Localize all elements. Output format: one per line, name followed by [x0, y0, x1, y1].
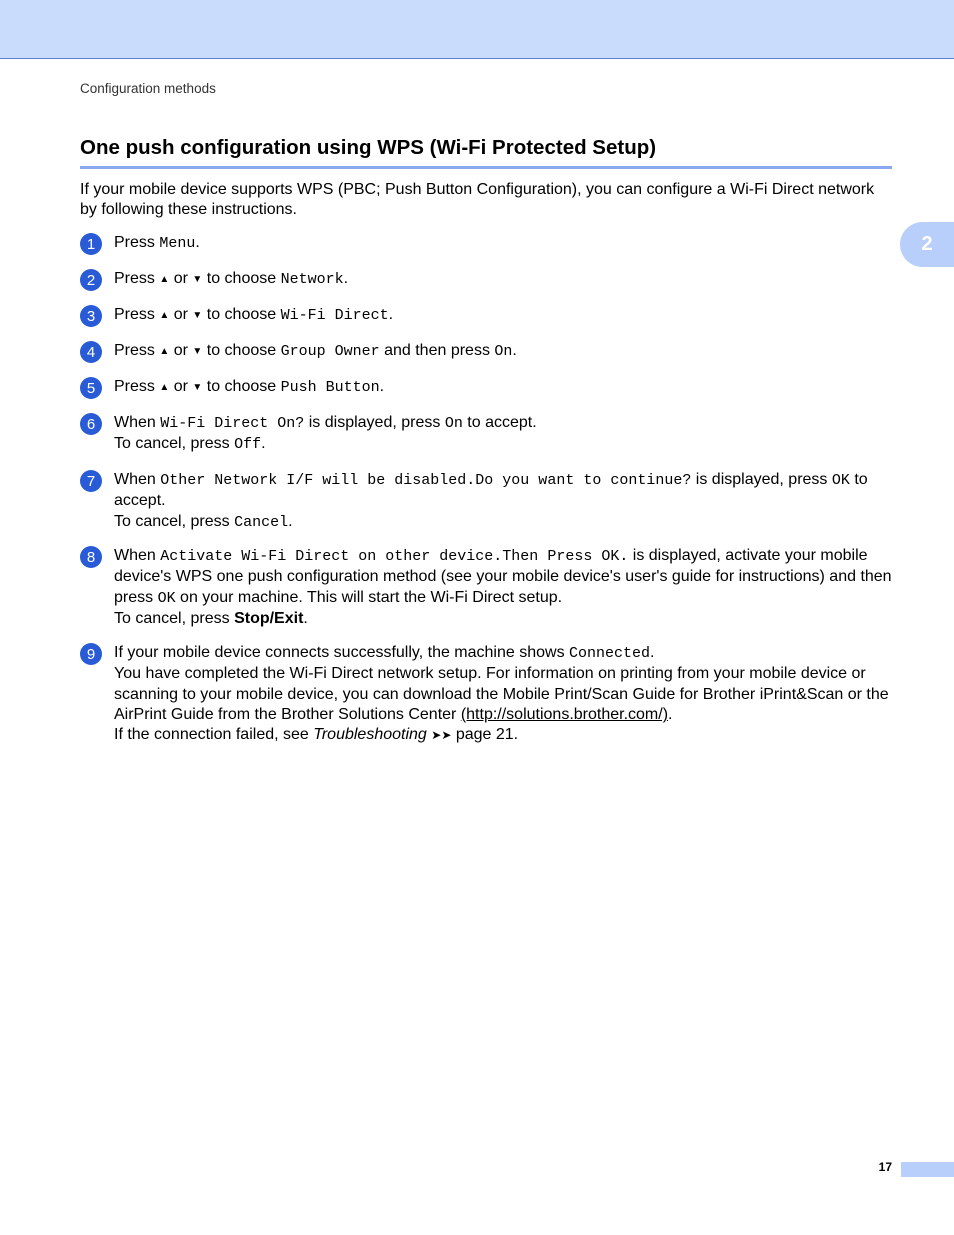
step-text: To cancel, press — [114, 609, 230, 627]
step-text: or — [173, 378, 188, 395]
step-text: When — [114, 547, 156, 564]
cancel-line — [114, 609, 892, 629]
step-text: If your mobile device connects successfully, the machine shows — [114, 644, 565, 661]
step-text: is displayed, press — [308, 414, 441, 431]
step-text: is displayed, activate your mobile device's WPS one push configuration method (see your mobile device's user's guide for instructions) and then press — [114, 547, 892, 606]
step-line — [114, 413, 892, 434]
step-text: or — [173, 342, 188, 359]
step-7 — [80, 470, 892, 533]
breadcrumb: Configuration methods — [80, 81, 216, 96]
punctuation: . — [288, 512, 293, 530]
chapter-tab: 2 — [900, 222, 954, 267]
up-arrow-icon: ▲ — [159, 274, 170, 285]
step-1 — [80, 233, 892, 254]
step-text: to accept. — [114, 471, 868, 510]
step-line — [114, 546, 892, 609]
down-arrow-icon: ▼ — [192, 310, 203, 321]
intro-paragraph: If your mobile device supports WPS (PBC; Push Button Configuration), you can configure a Wi-Fi Direct network by following these instructions. — [80, 181, 875, 219]
menu-item: Group Owner — [280, 343, 380, 360]
punctuation: . — [388, 306, 394, 323]
step-number-badge: 8 — [80, 546, 102, 568]
step-text: When — [114, 471, 156, 488]
step-3 — [80, 305, 892, 326]
step-text: Press — [114, 306, 155, 323]
step-text: press — [788, 471, 828, 488]
step-line — [114, 664, 892, 725]
page-number: 17 — [878, 1160, 892, 1174]
step-text: to accept. — [467, 414, 537, 431]
cross-reference[interactable]: Troubleshooting — [313, 726, 427, 744]
double-arrow-icon: ➤➤ — [431, 728, 452, 743]
punctuation: . — [261, 435, 266, 453]
up-arrow-icon: ▲ — [159, 346, 170, 357]
key-name: Cancel — [234, 513, 289, 531]
step-text: If the connection failed, see — [114, 726, 309, 744]
punctuation: . — [303, 609, 308, 627]
up-arrow-icon: ▲ — [159, 382, 170, 393]
punctuation: . — [343, 270, 349, 287]
lcd-message: Activate Wi-Fi Direct on other device.Then Press OK. — [160, 548, 629, 565]
cancel-line — [114, 434, 892, 455]
down-arrow-icon: ▼ — [192, 274, 203, 285]
title-rule — [80, 166, 892, 169]
step-line — [114, 470, 892, 512]
step-number-badge: 2 — [80, 269, 102, 291]
step-2 — [80, 269, 892, 290]
step-text: To cancel, press — [114, 512, 230, 530]
step-text: Press — [114, 270, 155, 287]
solutions-center-link[interactable]: (http://solutions.brother.com/) — [460, 705, 669, 723]
header-band — [0, 0, 954, 59]
step-9 — [80, 643, 892, 745]
cancel-line — [114, 512, 892, 533]
punctuation: . — [668, 705, 673, 723]
step-text: Press — [114, 342, 155, 359]
step-text: to choose — [206, 306, 277, 323]
lcd-message: Other Network I/F will be disabled.Do you want to continue? — [160, 472, 692, 489]
section-title: One push configuration using WPS (Wi-Fi Protected Setup) — [80, 136, 657, 159]
step-text: and then press — [384, 342, 490, 359]
down-arrow-icon: ▼ — [192, 346, 203, 357]
step-number-badge: 6 — [80, 413, 102, 435]
step-line — [114, 643, 892, 664]
step-text: on your machine. This will start the Wi-Fi Direct setup. — [180, 588, 563, 606]
step-text: Press — [114, 234, 155, 251]
step-number-badge: 1 — [80, 233, 102, 255]
step-text: or — [173, 306, 188, 323]
menu-item: Network — [280, 271, 344, 288]
down-arrow-icon: ▼ — [192, 382, 203, 393]
menu-key: Menu — [159, 235, 196, 252]
menu-item: Push Button — [280, 379, 380, 396]
menu-item: Wi-Fi Direct — [280, 307, 389, 324]
step-number-badge: 5 — [80, 377, 102, 399]
lcd-message: Wi-Fi Direct On? — [160, 415, 305, 432]
step-4 — [80, 341, 892, 362]
punctuation: . — [195, 234, 200, 251]
up-arrow-icon: ▲ — [159, 310, 170, 321]
step-number-badge: 7 — [80, 470, 102, 492]
step-number-badge: 9 — [80, 643, 102, 665]
step-8 — [80, 546, 892, 629]
key-name: On — [494, 343, 513, 360]
key-name: On — [444, 415, 463, 432]
step-text: to choose — [206, 270, 277, 287]
punctuation: . — [379, 378, 385, 395]
step-number-badge: 3 — [80, 305, 102, 327]
step-text: You have completed the Wi-Fi Direct network setup. For information on printing from your mobile device or scanning to your mobile device, you can download the Mobile Print/Scan Guide for Brother iPrint&Scan or the AirPrint Guide from the Brother Solutions Center — [114, 665, 889, 723]
key-name: Stop/Exit — [234, 609, 304, 627]
key-name: OK — [831, 472, 850, 489]
footer-tab — [901, 1162, 954, 1177]
step-number-badge: 4 — [80, 341, 102, 363]
page-reference: page 21. — [455, 726, 519, 744]
punctuation: . — [512, 342, 517, 359]
key-name: OK — [157, 589, 176, 607]
step-6 — [80, 413, 892, 456]
step-text: or — [173, 270, 188, 287]
step-text: to choose — [206, 342, 277, 359]
step-5 — [80, 377, 892, 398]
key-name: Off — [234, 436, 262, 454]
step-text: to choose — [206, 378, 277, 395]
step-text: Press — [114, 378, 155, 395]
step-text: When — [114, 414, 156, 431]
step-text: To cancel, press — [114, 435, 230, 453]
step-line — [114, 725, 892, 745]
lcd-message: Connected — [569, 645, 651, 662]
punctuation: . — [650, 644, 655, 661]
step-text: is displayed, — [695, 471, 784, 488]
